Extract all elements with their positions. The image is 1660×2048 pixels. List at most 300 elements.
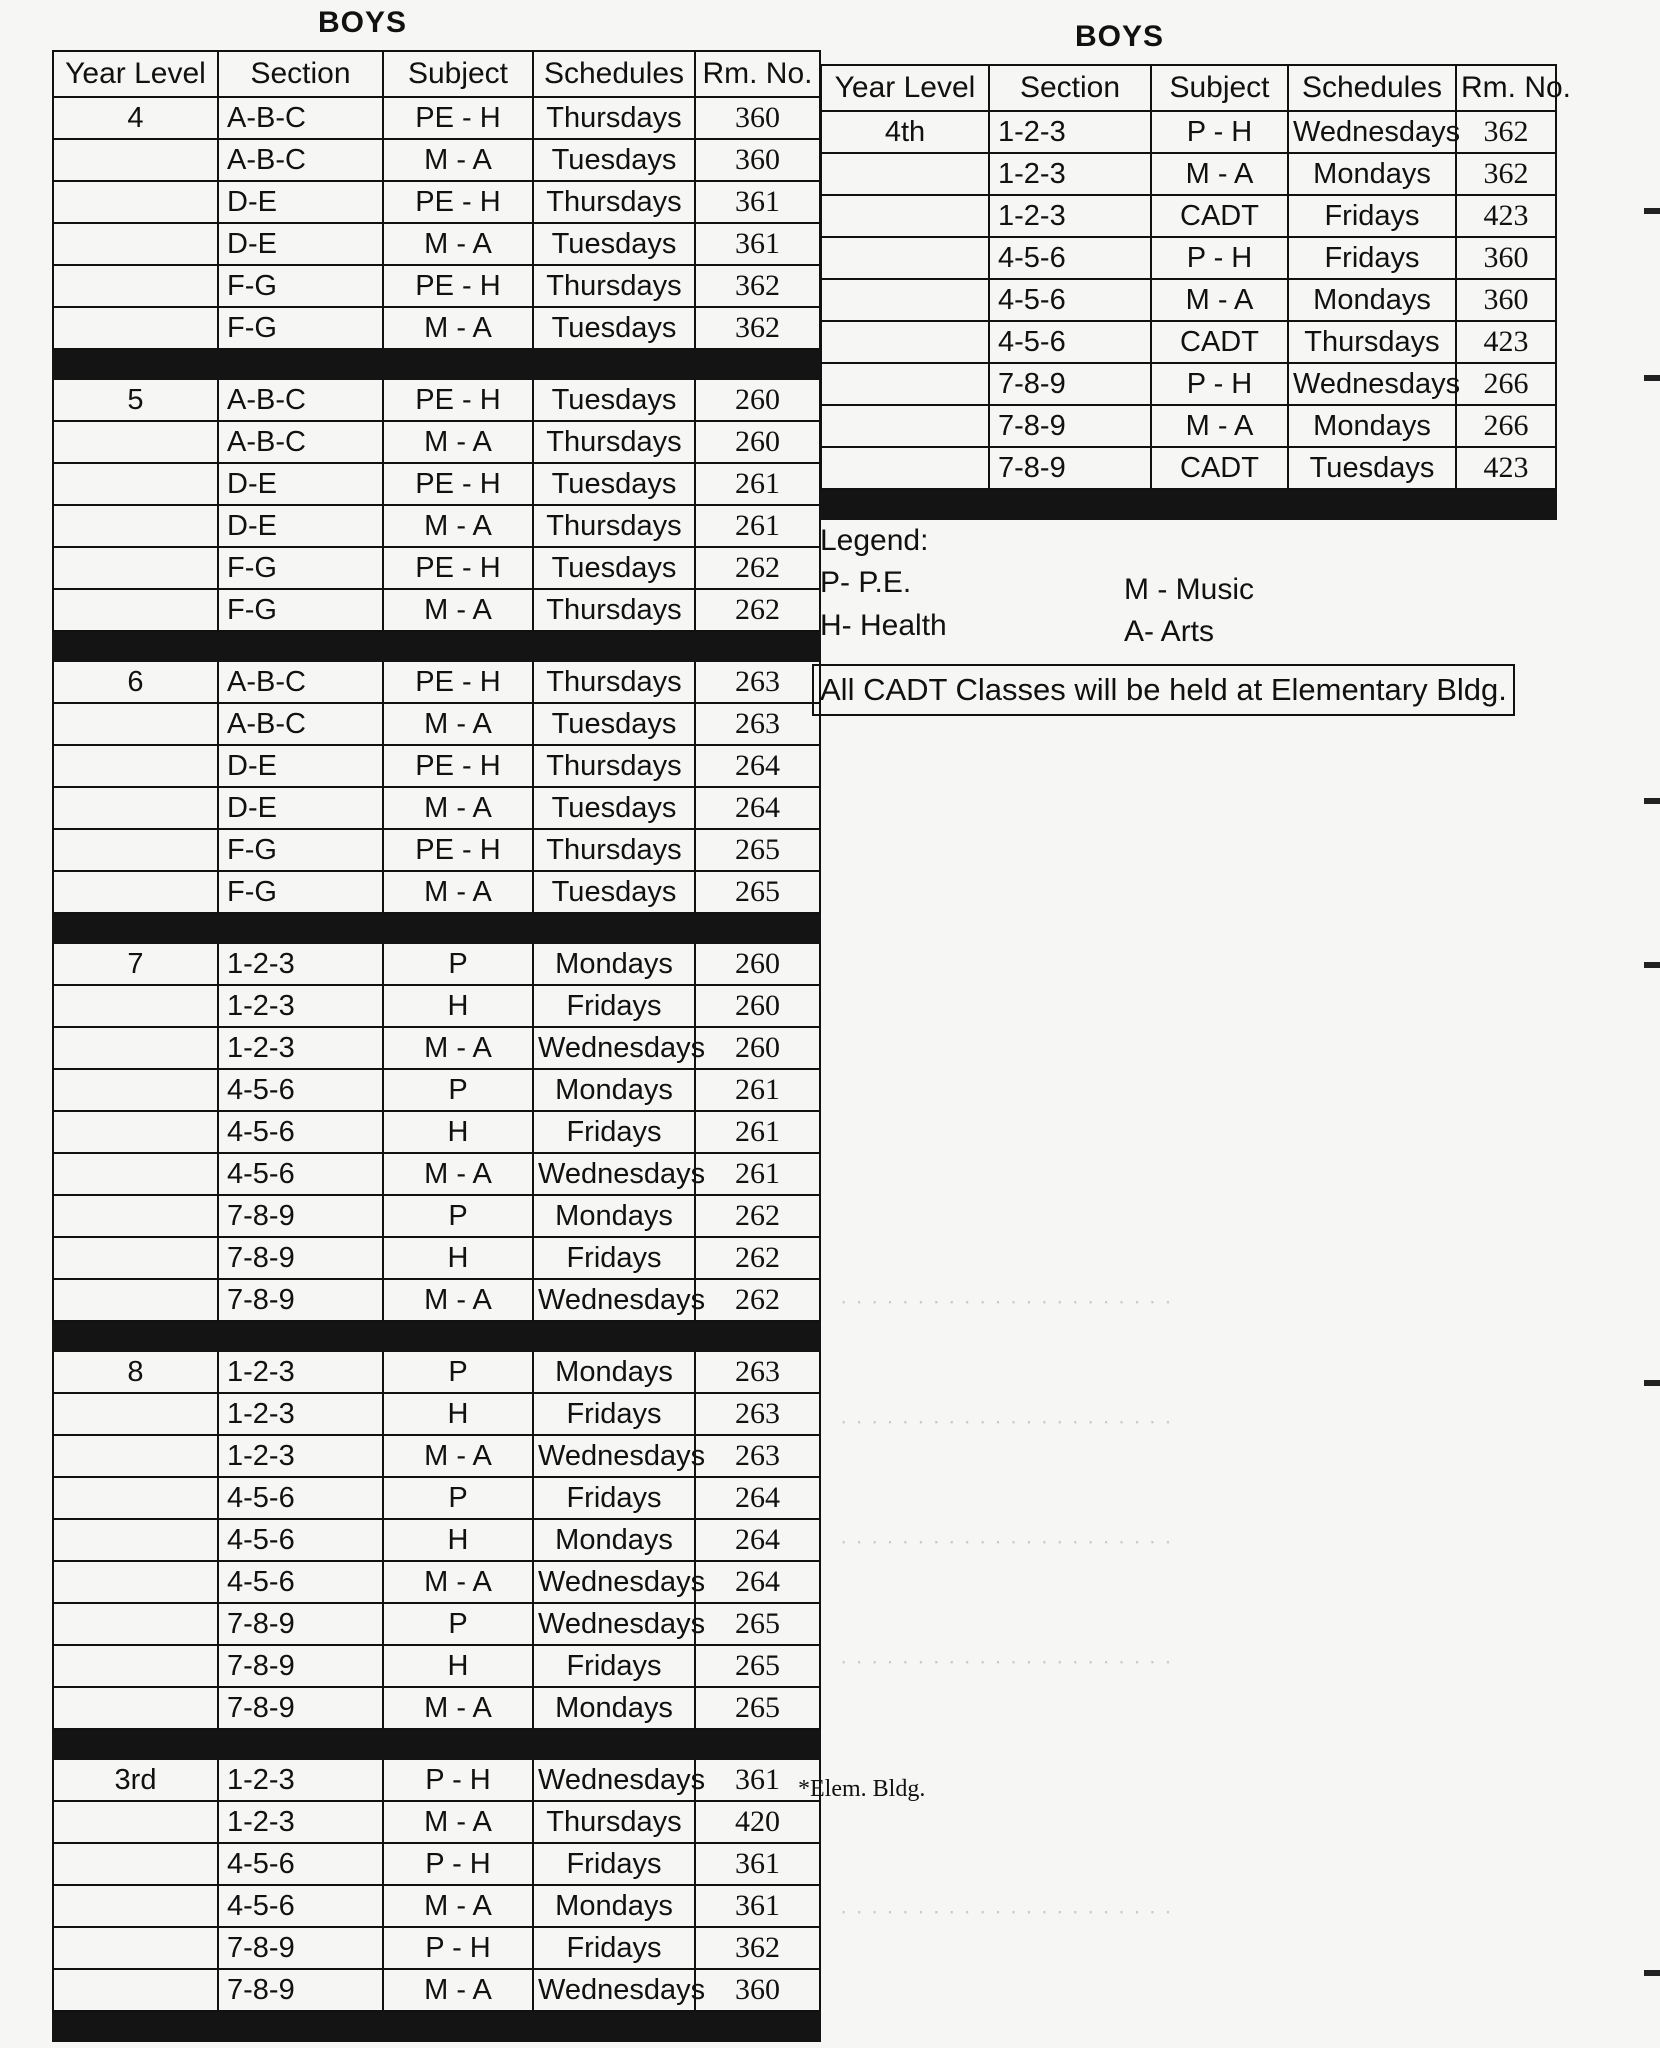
- year-level-cell: [53, 1843, 218, 1885]
- room-cell: 263: [695, 1351, 820, 1393]
- room-cell: 261: [695, 1153, 820, 1195]
- schedule-cell: Wednesdays: [1288, 111, 1456, 153]
- right-table-row: [821, 153, 1556, 195]
- subject-cell: M - A: [383, 139, 533, 181]
- room-cell: 265: [695, 871, 820, 913]
- section-cell: 1-2-3: [218, 943, 383, 985]
- year-level-cell: [821, 447, 989, 489]
- schedule-cell: Mondays: [533, 1519, 695, 1561]
- section-cell: F-G: [218, 547, 383, 589]
- right-table-row: [821, 237, 1556, 279]
- room-cell: 360: [1456, 279, 1556, 321]
- subject-cell: PE - H: [383, 745, 533, 787]
- subject-cell: M - A: [383, 1885, 533, 1927]
- schedule-cell: Thursdays: [533, 745, 695, 787]
- subject-cell: P - H: [383, 1927, 533, 1969]
- header-schedules: Schedules: [1288, 65, 1456, 111]
- separator-fill: [53, 631, 820, 661]
- schedule-cell: Thursdays: [533, 181, 695, 223]
- room-cell: 362: [695, 1927, 820, 1969]
- left-title: BOYS: [318, 6, 408, 39]
- section-cell: D-E: [218, 787, 383, 829]
- year-level-cell: [53, 1435, 218, 1477]
- subject-cell: PE - H: [383, 379, 533, 421]
- separator-fill: [821, 489, 1556, 519]
- subject-cell: M - A: [383, 505, 533, 547]
- left-table-row: [53, 1759, 820, 1801]
- left-table-row: [53, 1969, 820, 2011]
- year-level-cell: [53, 1111, 218, 1153]
- section-cell: A-B-C: [218, 97, 383, 139]
- left-table-row: [53, 1393, 820, 1435]
- subject-cell: M - A: [383, 1561, 533, 1603]
- section-cell: 7-8-9: [218, 1279, 383, 1321]
- group-separator-bar: [821, 489, 1556, 519]
- year-level-cell: [53, 463, 218, 505]
- schedule-cell: Tuesdays: [533, 703, 695, 745]
- room-cell: 260: [695, 1027, 820, 1069]
- left-table-row: [53, 589, 820, 631]
- year-level-cell: 3rd: [53, 1759, 218, 1801]
- bleed-through-text: · · · · · · · · · · · · · · · · · · · · · ·: [840, 1291, 1173, 1316]
- subject-cell: CADT: [1151, 321, 1288, 363]
- binder-hole-mark: [1644, 962, 1660, 968]
- room-cell: 260: [695, 379, 820, 421]
- schedule-cell: Mondays: [1288, 405, 1456, 447]
- schedule-cell: Wednesdays: [533, 1279, 695, 1321]
- year-level-cell: [53, 745, 218, 787]
- left-table-row: [53, 181, 820, 223]
- left-table-row: [53, 97, 820, 139]
- room-cell: 264: [695, 1519, 820, 1561]
- room-cell: 262: [695, 589, 820, 631]
- schedule-cell: Mondays: [1288, 279, 1456, 321]
- year-level-cell: 7: [53, 943, 218, 985]
- room-cell: 360: [695, 97, 820, 139]
- schedule-cell: Thursdays: [533, 97, 695, 139]
- year-level-cell: [821, 405, 989, 447]
- left-table-row: [53, 1561, 820, 1603]
- subject-cell: M - A: [383, 787, 533, 829]
- section-cell: 7-8-9: [989, 363, 1151, 405]
- room-cell: 261: [695, 463, 820, 505]
- year-level-cell: [53, 1603, 218, 1645]
- schedule-cell: Thursdays: [533, 265, 695, 307]
- schedule-cell: Thursdays: [1288, 321, 1456, 363]
- subject-cell: M - A: [383, 871, 533, 913]
- legend-title: Legend:: [820, 524, 929, 557]
- room-cell: 262: [695, 1195, 820, 1237]
- room-cell: 360: [695, 1969, 820, 2011]
- section-cell: 4-5-6: [989, 279, 1151, 321]
- room-cell: 261: [695, 505, 820, 547]
- section-cell: F-G: [218, 265, 383, 307]
- room-cell: 423: [1456, 195, 1556, 237]
- subject-cell: M - A: [383, 703, 533, 745]
- left-table-row: [53, 1885, 820, 1927]
- section-cell: 7-8-9: [989, 447, 1151, 489]
- group-separator-bar: [53, 631, 820, 661]
- schedule-cell: Thursdays: [533, 421, 695, 463]
- section-cell: 1-2-3: [218, 1435, 383, 1477]
- bleed-through-text: · · · · · · · · · · · · · · · · · · · · · ·: [840, 1531, 1173, 1556]
- year-level-cell: [53, 1393, 218, 1435]
- year-level-cell: [821, 321, 989, 363]
- room-cell: 361: [695, 223, 820, 265]
- section-cell: A-B-C: [218, 379, 383, 421]
- left-table-row: [53, 1153, 820, 1195]
- section-cell: 4-5-6: [218, 1519, 383, 1561]
- room-cell: 264: [695, 1477, 820, 1519]
- room-cell: 362: [1456, 111, 1556, 153]
- left-table-row: [53, 265, 820, 307]
- section-cell: 7-8-9: [218, 1195, 383, 1237]
- header-room-number: Rm. No.: [695, 51, 820, 97]
- schedule-cell: Tuesdays: [533, 871, 695, 913]
- section-cell: 4-5-6: [989, 321, 1151, 363]
- subject-cell: M - A: [383, 589, 533, 631]
- room-cell: 262: [695, 1279, 820, 1321]
- section-cell: 4-5-6: [218, 1885, 383, 1927]
- subject-cell: P: [383, 1351, 533, 1393]
- section-cell: 4-5-6: [218, 1153, 383, 1195]
- room-cell: 264: [695, 1561, 820, 1603]
- schedule-cell: Mondays: [533, 943, 695, 985]
- left-table-row: [53, 1603, 820, 1645]
- year-level-cell: [53, 1237, 218, 1279]
- right-table-row: [821, 321, 1556, 363]
- separator-fill: [53, 913, 820, 943]
- legend-health: H- Health: [820, 609, 947, 642]
- section-cell: 1-2-3: [218, 1759, 383, 1801]
- year-level-cell: [53, 787, 218, 829]
- subject-cell: PE - H: [383, 97, 533, 139]
- room-cell: 360: [1456, 237, 1556, 279]
- schedule-cell: Thursdays: [533, 661, 695, 703]
- year-level-cell: [53, 181, 218, 223]
- schedule-cell: Tuesdays: [533, 463, 695, 505]
- room-cell: 260: [695, 943, 820, 985]
- subject-cell: M - A: [383, 223, 533, 265]
- year-level-cell: [821, 195, 989, 237]
- left-table-row: [53, 1027, 820, 1069]
- left-table-row: [53, 1477, 820, 1519]
- left-table-row: [53, 1519, 820, 1561]
- year-level-cell: 4th: [821, 111, 989, 153]
- section-cell: 7-8-9: [218, 1969, 383, 2011]
- header-room-number: Rm. No.: [1456, 65, 1556, 111]
- year-level-cell: [821, 153, 989, 195]
- left-table-row: [53, 787, 820, 829]
- subject-cell: P - H: [383, 1843, 533, 1885]
- left-table-row: [53, 1645, 820, 1687]
- schedule-cell: Tuesdays: [533, 787, 695, 829]
- year-level-cell: [53, 1279, 218, 1321]
- room-cell: 266: [1456, 363, 1556, 405]
- subject-cell: P: [383, 1603, 533, 1645]
- left-table-row: [53, 223, 820, 265]
- section-cell: 4-5-6: [218, 1111, 383, 1153]
- room-cell: 423: [1456, 447, 1556, 489]
- bleed-through-text: · · · · · · · · · · · · · · · · · · · · · ·: [840, 1901, 1173, 1926]
- schedule-cell: Tuesdays: [533, 307, 695, 349]
- group-separator-bar: [53, 1321, 820, 1351]
- section-cell: D-E: [218, 223, 383, 265]
- year-level-cell: 8: [53, 1351, 218, 1393]
- left-table-row: [53, 307, 820, 349]
- room-cell: 263: [695, 1393, 820, 1435]
- section-cell: F-G: [218, 589, 383, 631]
- room-cell: 361: [695, 1843, 820, 1885]
- year-level-cell: [53, 1801, 218, 1843]
- subject-cell: PE - H: [383, 181, 533, 223]
- left-table-row: [53, 985, 820, 1027]
- header-section: Section: [218, 51, 383, 97]
- section-cell: 4-5-6: [218, 1477, 383, 1519]
- schedule-cell: Fridays: [533, 1111, 695, 1153]
- schedule-cell: Thursdays: [533, 589, 695, 631]
- year-level-cell: [53, 1927, 218, 1969]
- left-table-row: [53, 1801, 820, 1843]
- year-level-cell: [53, 547, 218, 589]
- year-level-cell: [53, 589, 218, 631]
- header-section: Section: [989, 65, 1151, 111]
- left-table-row: [53, 1927, 820, 1969]
- room-cell: 420: [695, 1801, 820, 1843]
- year-level-cell: [821, 237, 989, 279]
- section-cell: 1-2-3: [218, 985, 383, 1027]
- schedule-cell: Thursdays: [533, 505, 695, 547]
- right-header-row: [821, 65, 1556, 111]
- section-cell: 4-5-6: [218, 1561, 383, 1603]
- schedule-cell: Mondays: [533, 1687, 695, 1729]
- bleed-through-text: · · · · · · · · · · · · · · · · · · · · · ·: [840, 1651, 1173, 1676]
- year-level-cell: [53, 1687, 218, 1729]
- section-cell: 7-8-9: [218, 1237, 383, 1279]
- year-level-cell: [53, 505, 218, 547]
- separator-fill: [53, 349, 820, 379]
- left-schedule-table: [52, 50, 821, 2042]
- subject-cell: PE - H: [383, 463, 533, 505]
- section-cell: A-B-C: [218, 703, 383, 745]
- room-cell: 262: [695, 1237, 820, 1279]
- year-level-cell: 4: [53, 97, 218, 139]
- year-level-cell: [53, 1027, 218, 1069]
- section-cell: 1-2-3: [218, 1351, 383, 1393]
- year-level-cell: [53, 1069, 218, 1111]
- header-year-level: Year Level: [821, 65, 989, 111]
- group-separator-bar: [53, 349, 820, 379]
- right-table-row: [821, 279, 1556, 321]
- year-level-cell: 5: [53, 379, 218, 421]
- left-table-row: [53, 1237, 820, 1279]
- schedule-cell: Fridays: [533, 1927, 695, 1969]
- group-separator-bar: [53, 2011, 820, 2041]
- subject-cell: P: [383, 1069, 533, 1111]
- subject-cell: H: [383, 1393, 533, 1435]
- right-table-row: [821, 195, 1556, 237]
- schedule-cell: Mondays: [533, 1195, 695, 1237]
- schedule-cell: Tuesdays: [533, 547, 695, 589]
- schedule-cell: Mondays: [533, 1885, 695, 1927]
- left-table-row: [53, 1843, 820, 1885]
- schedule-cell: Wednesdays: [533, 1435, 695, 1477]
- right-table-row: [821, 447, 1556, 489]
- subject-cell: PE - H: [383, 661, 533, 703]
- section-cell: F-G: [218, 871, 383, 913]
- subject-cell: PE - H: [383, 547, 533, 589]
- section-cell: D-E: [218, 181, 383, 223]
- subject-cell: H: [383, 1645, 533, 1687]
- subject-cell: M - A: [383, 1969, 533, 2011]
- schedule-cell: Fridays: [533, 1237, 695, 1279]
- schedule-cell: Wednesdays: [533, 1603, 695, 1645]
- room-cell: 261: [695, 1069, 820, 1111]
- year-level-cell: [53, 307, 218, 349]
- header-schedules: Schedules: [533, 51, 695, 97]
- left-table-row: [53, 1069, 820, 1111]
- subject-cell: H: [383, 1519, 533, 1561]
- left-table-row: [53, 1195, 820, 1237]
- legend: [820, 526, 1380, 646]
- section-cell: F-G: [218, 829, 383, 871]
- subject-cell: H: [383, 985, 533, 1027]
- schedule-cell: Wednesdays: [533, 1561, 695, 1603]
- schedule-cell: Fridays: [533, 1843, 695, 1885]
- section-cell: 7-8-9: [218, 1603, 383, 1645]
- room-cell: 362: [695, 307, 820, 349]
- year-level-cell: [821, 363, 989, 405]
- cadt-note: All CADT Classes will be held at Elementary Bldg.: [812, 664, 1515, 716]
- section-cell: 4-5-6: [218, 1069, 383, 1111]
- subject-cell: M - A: [383, 1279, 533, 1321]
- schedule-cell: Tuesdays: [533, 139, 695, 181]
- subject-cell: M - A: [383, 1435, 533, 1477]
- left-table-row: [53, 829, 820, 871]
- year-level-cell: [821, 279, 989, 321]
- left-table-row: [53, 871, 820, 913]
- schedule-cell: Wednesdays: [533, 1969, 695, 2011]
- subject-cell: M - A: [383, 1153, 533, 1195]
- group-separator-bar: [53, 913, 820, 943]
- schedule-cell: Fridays: [1288, 195, 1456, 237]
- right-table-row: [821, 363, 1556, 405]
- room-cell: 263: [695, 703, 820, 745]
- legend-pe: P- P.E.: [820, 566, 912, 599]
- left-table-row: [53, 1351, 820, 1393]
- group-separator-bar: [53, 1729, 820, 1759]
- room-cell: 264: [695, 787, 820, 829]
- year-level-cell: [53, 829, 218, 871]
- section-cell: 7-8-9: [218, 1645, 383, 1687]
- subject-cell: P: [383, 943, 533, 985]
- subject-cell: M - A: [1151, 405, 1288, 447]
- subject-cell: M - A: [383, 1027, 533, 1069]
- schedule-cell: Fridays: [533, 1393, 695, 1435]
- left-table-row: [53, 547, 820, 589]
- binder-hole-mark: [1644, 1970, 1660, 1976]
- schedule-cell: Mondays: [1288, 153, 1456, 195]
- left-table-row: [53, 943, 820, 985]
- binder-hole-mark: [1644, 375, 1660, 381]
- left-table-row: [53, 661, 820, 703]
- subject-cell: CADT: [1151, 195, 1288, 237]
- subject-cell: H: [383, 1111, 533, 1153]
- room-cell: 362: [1456, 153, 1556, 195]
- section-cell: A-B-C: [218, 421, 383, 463]
- section-cell: 1-2-3: [218, 1027, 383, 1069]
- section-cell: 7-8-9: [989, 405, 1151, 447]
- subject-cell: PE - H: [383, 265, 533, 307]
- year-level-cell: [53, 223, 218, 265]
- section-cell: 7-8-9: [218, 1687, 383, 1729]
- room-cell: 263: [695, 1435, 820, 1477]
- room-cell: 360: [695, 139, 820, 181]
- room-cell: 265: [695, 1603, 820, 1645]
- room-cell: 361: [695, 1759, 820, 1801]
- binder-hole-mark: [1644, 1380, 1660, 1386]
- year-level-cell: [53, 703, 218, 745]
- section-cell: 7-8-9: [218, 1927, 383, 1969]
- section-cell: 1-2-3: [218, 1393, 383, 1435]
- left-header-row: [53, 51, 820, 97]
- room-cell: 265: [695, 1687, 820, 1729]
- room-cell: 361: [695, 181, 820, 223]
- section-cell: D-E: [218, 463, 383, 505]
- left-table-row: [53, 463, 820, 505]
- left-table-row: [53, 139, 820, 181]
- schedule-cell: Wednesdays: [533, 1027, 695, 1069]
- separator-fill: [53, 2011, 820, 2041]
- room-cell: 262: [695, 547, 820, 589]
- year-level-cell: [53, 1969, 218, 2011]
- left-table-row: [53, 703, 820, 745]
- left-table-row: [53, 505, 820, 547]
- section-cell: 1-2-3: [989, 195, 1151, 237]
- room-cell: 265: [695, 1645, 820, 1687]
- room-cell: 423: [1456, 321, 1556, 363]
- left-table-row: [53, 379, 820, 421]
- room-cell: 260: [695, 421, 820, 463]
- room-cell: 362: [695, 265, 820, 307]
- subject-cell: PE - H: [383, 829, 533, 871]
- schedule-cell: Wednesdays: [1288, 363, 1456, 405]
- year-level-cell: [53, 1153, 218, 1195]
- subject-cell: CADT: [1151, 447, 1288, 489]
- legend-arts: A- Arts: [1124, 615, 1215, 648]
- year-level-cell: 6: [53, 661, 218, 703]
- schedule-cell: Wednesdays: [533, 1153, 695, 1195]
- section-cell: A-B-C: [218, 139, 383, 181]
- schedule-cell: Wednesdays: [533, 1759, 695, 1801]
- subject-cell: P - H: [1151, 363, 1288, 405]
- legend-music: M - Music: [1124, 573, 1254, 606]
- header-subject: Subject: [383, 51, 533, 97]
- subject-cell: M - A: [383, 1687, 533, 1729]
- left-table-row: [53, 745, 820, 787]
- room-cell: 265: [695, 829, 820, 871]
- elem-building-footnote: *Elem. Bldg.: [798, 1776, 926, 1802]
- left-table-row: [53, 1687, 820, 1729]
- year-level-cell: [53, 985, 218, 1027]
- schedule-cell: Thursdays: [533, 829, 695, 871]
- section-cell: D-E: [218, 505, 383, 547]
- right-schedule-table: [820, 64, 1572, 520]
- subject-cell: M - A: [383, 421, 533, 463]
- subject-cell: P - H: [1151, 111, 1288, 153]
- subject-cell: P: [383, 1195, 533, 1237]
- year-level-cell: [53, 1561, 218, 1603]
